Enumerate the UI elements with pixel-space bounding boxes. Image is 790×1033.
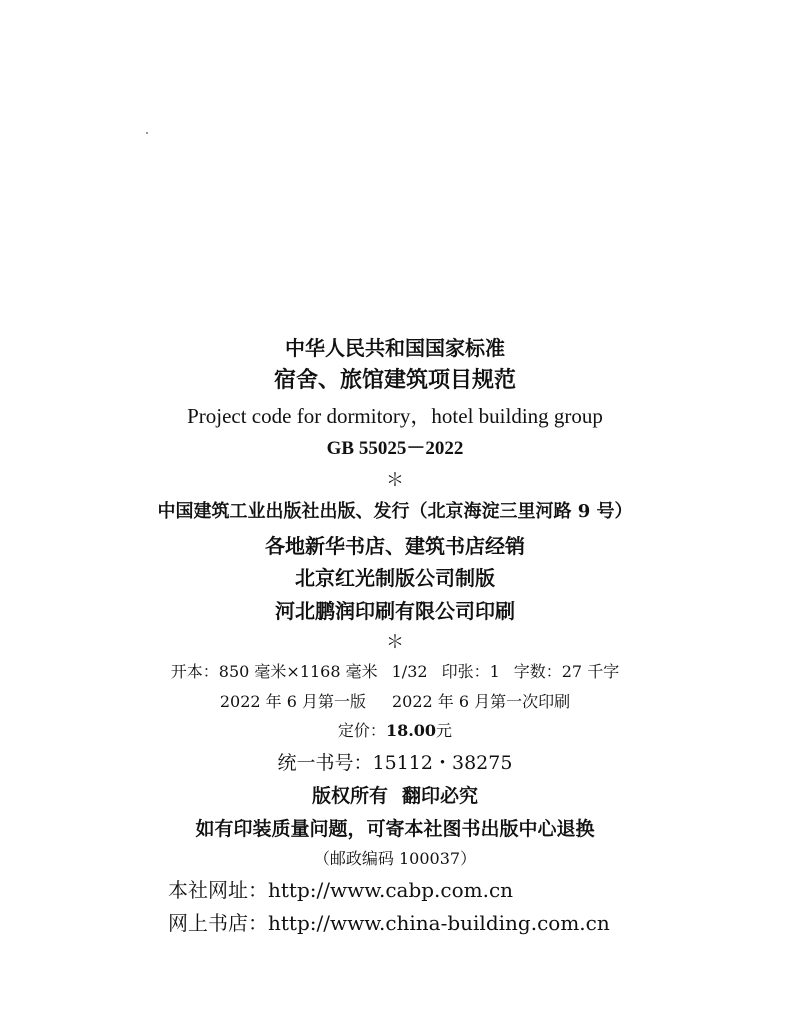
fold-spec: 1/32 bbox=[391, 662, 428, 681]
postcode-line: （邮政编码 100037） bbox=[313, 849, 477, 868]
plate-maker-line: 北京红光制版公司制版 bbox=[295, 566, 495, 590]
copyright-line bbox=[0, 787, 790, 806]
first-edition: 2022 年 6 月第一版 bbox=[219, 692, 366, 711]
price-line bbox=[0, 723, 790, 739]
first-printing: 2022 年 6 月第一次印刷 bbox=[392, 692, 571, 711]
scan-speck bbox=[146, 132, 148, 134]
return-notice: 如有印装质量问题，可寄本社图书出版中心退换 bbox=[195, 818, 595, 840]
piracy-notice: 翻印必究 bbox=[402, 785, 479, 807]
rights-reserved: 版权所有 bbox=[311, 785, 388, 807]
separator-star: ＊ bbox=[386, 470, 404, 491]
separator-star: ＊ bbox=[386, 632, 404, 653]
standard-title: 中华人民共和国国家标准 bbox=[285, 336, 505, 360]
price-unit: 元 bbox=[436, 721, 453, 740]
book-number-line: 统一书号：15112・38275 bbox=[277, 752, 513, 774]
sheets-spec: 印张：1 bbox=[441, 662, 500, 681]
printer-line: 河北鹏润印刷有限公司印刷 bbox=[275, 599, 515, 623]
standard-code: GB 55025－2022 bbox=[326, 438, 464, 459]
website-line: 本社网址：http://www.cabp.com.cn bbox=[168, 878, 514, 902]
word-count-spec: 字数：27 千字 bbox=[513, 662, 620, 681]
format-spec: 开本：850 毫米×1168 毫米 bbox=[170, 662, 378, 681]
publisher-line: 中国建筑工业出版社出版、发行（北京海淀三里河路 9 号） bbox=[157, 501, 633, 522]
english-title: Project code for dormitory，hotel building group bbox=[187, 404, 603, 428]
online-store-line: 网上书店：http://www.china-building.com.cn bbox=[168, 911, 610, 935]
distributor-line: 各地新华书店、建筑书店经销 bbox=[265, 534, 525, 558]
main-title: 宿舍、旅馆建筑项目规范 bbox=[273, 368, 516, 393]
specs-line bbox=[0, 664, 790, 680]
price-label: 定价： bbox=[337, 721, 386, 740]
price-value: 18.00 bbox=[385, 721, 437, 740]
edition-line bbox=[0, 694, 790, 710]
